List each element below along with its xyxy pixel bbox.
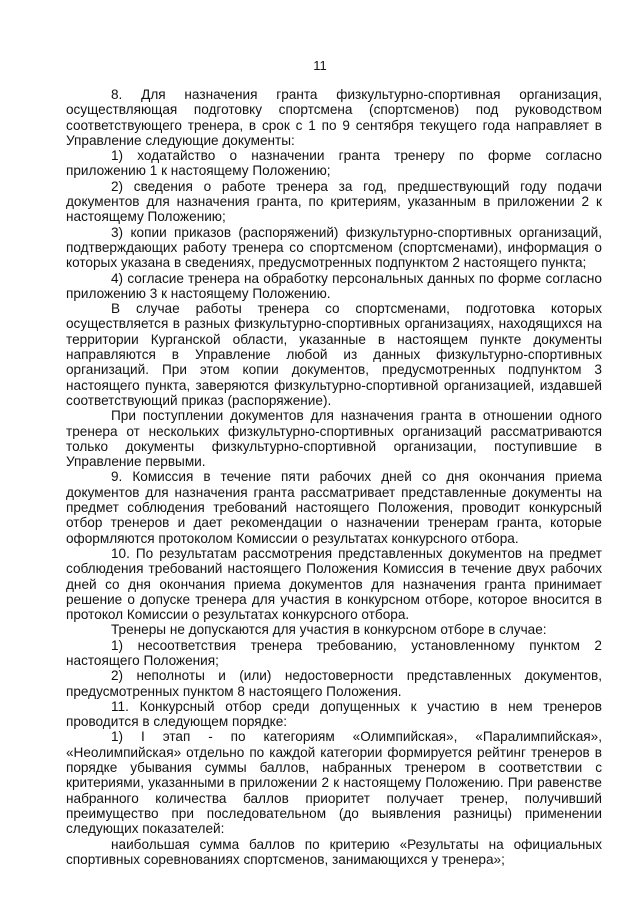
page-number: 11	[313, 58, 327, 73]
paragraph-8-item-2: 2) сведения о работе тренера за год, предшествующий году подачи документов для назначения гранта, по критериям, указанным в приложении 2 к настоящему Положению;	[66, 178, 602, 225]
paragraph-8-intro: 8. Для назначения гранта физкультурно-спортивная организация, осуществляющая подготовку спортсмена (спортсменов) под руководством соответствующего тренера, в срок с 1 по 9 сентября текущего года направляет в Управление следующие документы:	[66, 87, 602, 148]
paragraph-11-criterion-1: наибольшая сумма баллов по критерию «Результаты на официальных спортивных соревнованиях спортсменов, занимающихся у тренера»;	[66, 836, 602, 867]
paragraph-9: 9. Комиссия в течение пяти рабочих дней со дня окончания приема документов для назначения гранта рассматривает представленные документы на предмет соблюдения требований настоящего Положения, проводит конкурсный отбор тренеров и дает рекомендации о назначении тренерам гранта, которые оформляются протоколом Комиссии о результатах конкурсного отбора.	[66, 469, 602, 546]
paragraph-8-item-3: 3) копии приказов (распоряжений) физкультурно-спортивных организаций, подтверждающих работу тренера со спортсменом (спортсменами), информация о которых указана в сведениях, предусмотренных подпунктом 2 настоящего пункта;	[66, 224, 602, 271]
paragraph-11-stage-1: 1) I этап - по категориям «Олимпийская», «Паралимпийская», «Неолимпийская» отдельно по каждой категории формируется рейтинг тренеров в порядке убывания суммы баллов, набранных тренером в соответствии с критериями, указанными в приложении 2 к настоящему Положению. При равенстве набранного количества баллов приоритет получает тренер, получивший преимущество при последовательном (до выявления разницы) применении следующих показателей:	[66, 729, 602, 837]
paragraph-8-item-4: 4) согласие тренера на обработку персональных данных по форме согласно приложению 3 к настоящему Положению.	[66, 270, 602, 301]
paragraph-10-exclusion-intro: Тренеры не допускаются для участия в конкурсном отборе в случае:	[111, 622, 547, 638]
paragraph-10-exclusion-1: 1) несоответствия тренера требованию, установленному пунктом 2 настоящего Положения;	[66, 637, 602, 668]
paragraph-8-multiple-organizations: В случае работы тренера со спортсменами, подготовка которых осуществляется в разных физкультурно-спортивных организациях, находящихся на территории Курганской области, указанные в настоящем пункте документы направляются в Управление любой из данных физкультурно-спортивных организаций. При этом копии документов, предусмотренных подпунктом 3 настоящего пункта, заверяются физкультурно-спортивной организацией, издавшей соответствующий приказ (распоряжение).	[66, 301, 602, 408]
document-body	[66, 87, 602, 867]
paragraph-11: 11. Конкурсный отбор среди допущенных к участию в нем тренеров проводится в следующем порядке:	[66, 698, 602, 730]
paragraph-8-item-1: 1) ходатайство о назначении гранта тренеру по форме согласно приложению 1 к настоящему Положению;	[66, 148, 602, 179]
paragraph-10: 10. По результатам рассмотрения представленных документов на предмет соблюдения требований настоящего Положения Комиссия в течение двух рабочих дней со дня окончания приема документов для назначения гранта принимает решение о допуске тренера для участия в конкурсном отборе, которое вносится в протокол Комиссии о результатах конкурсного отбора.	[66, 545, 602, 623]
paragraph-10-exclusion-2: 2) неполноты и (или) недостоверности представленных документов, предусмотренных пунктом 8 настоящего Положения.	[66, 668, 602, 699]
paragraph-8-first-received: При поступлении документов для назначения гранта в отношении одного тренера от нескольких физкультурно-спортивных организаций рассматриваются только документы физкультурно-спортивной организации, поступившие в Управление первыми.	[66, 408, 602, 470]
